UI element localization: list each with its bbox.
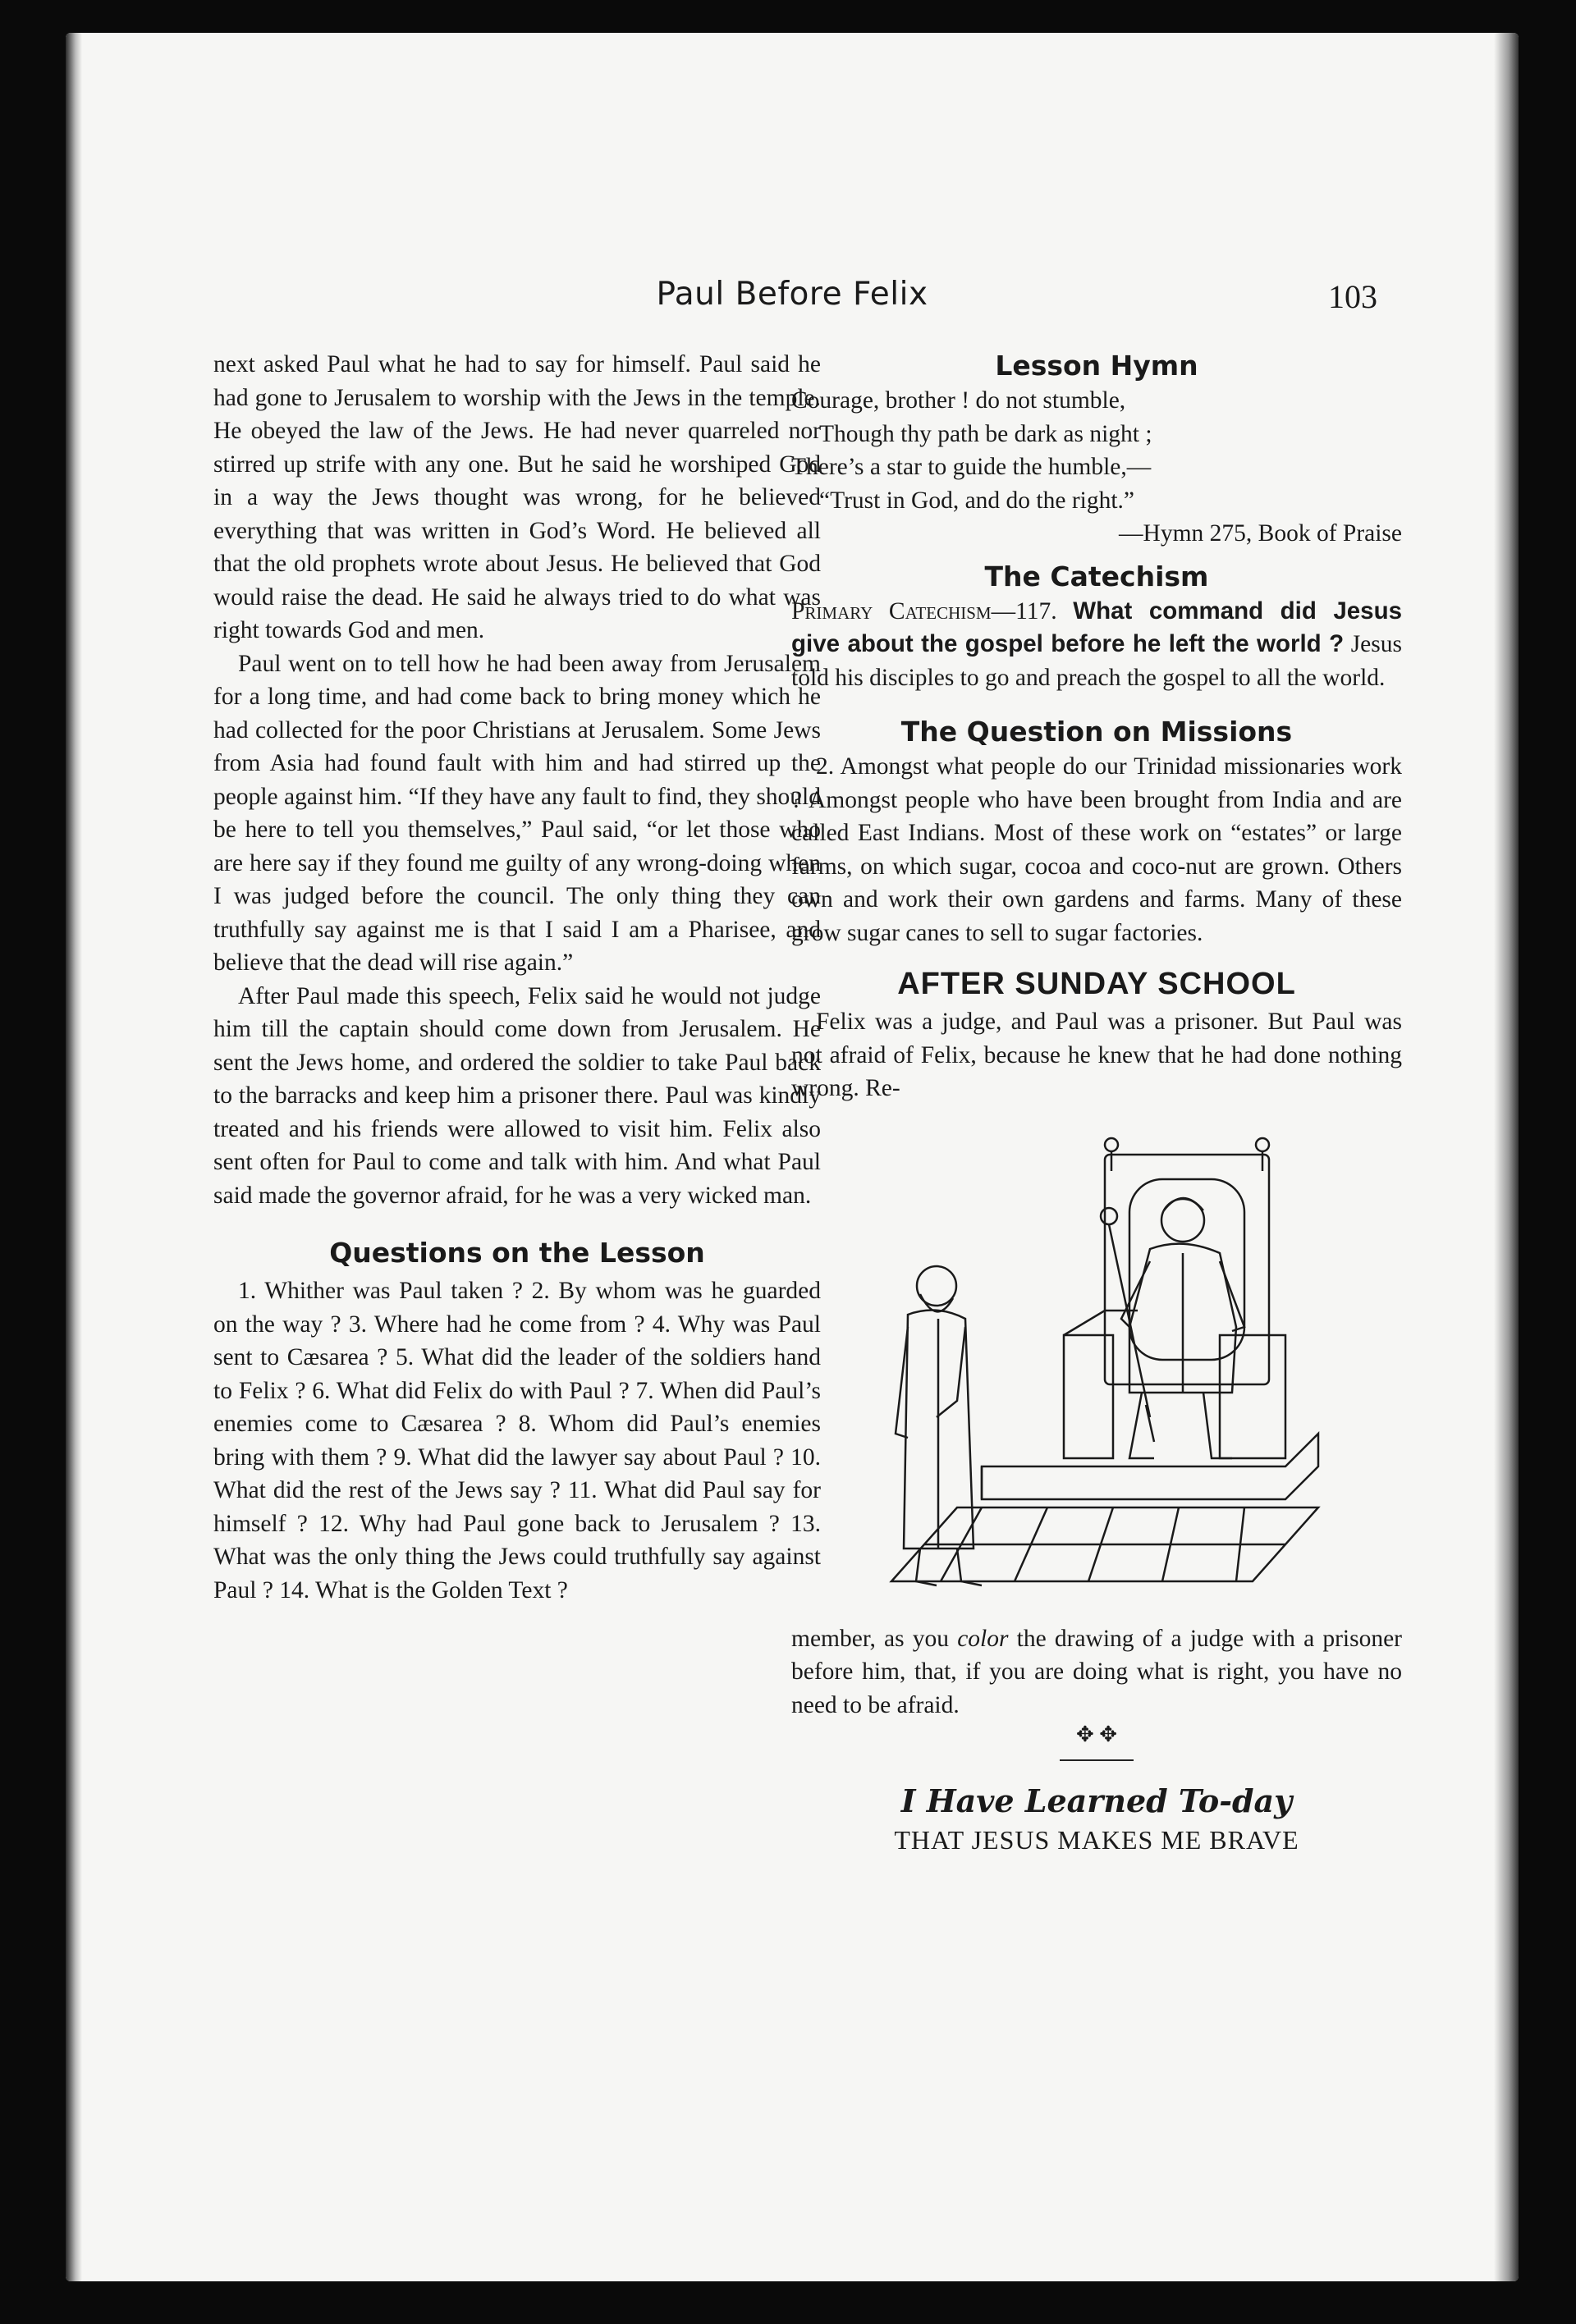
- catechism-text: [791, 595, 1402, 695]
- after-school-heading: AFTER SUNDAY SCHOOL: [897, 967, 1296, 1001]
- running-head: Paul Before Felix: [656, 276, 928, 313]
- catechism-question: What command did Jesus give about the gospel before he left the world ?: [791, 597, 1402, 657]
- catechism-label: Primary Catechism—117.: [791, 597, 1057, 624]
- after-school-text-1: Felix was a judge, and Paul was a prisoner. But Paul was not afraid of Felix, because he knew that he had done nothing wrong. Re-: [791, 1009, 1402, 1101]
- page-number: 103: [1328, 278, 1377, 315]
- page-left-edge: [66, 33, 82, 2281]
- divider-rule: [1060, 1759, 1134, 1761]
- catechism-heading: The Catechism: [984, 560, 1209, 592]
- after-school-text-2: [791, 1622, 1402, 1722]
- paragraph-3: After Paul made this speech, Felix said he would not judge him till the captain should come down from Jerusalem. He sent the Jews home, and ordered the soldier to take Paul back to the barracks and keep him a prisoner there. Paul was kindly treated and his friends were allowed to visit him. Felix also sent often for Paul to come and talk with him. And what Paul said made the governor afraid, for he was a very wicked man.: [213, 982, 821, 1209]
- hymn-verse: [791, 384, 1402, 551]
- hymn-line: “Trust in God, and do the right.”: [819, 487, 1135, 514]
- page-right-edge: [1494, 33, 1519, 2281]
- learned-text: THAT JESUS MAKES ME BRAVE: [894, 1825, 1299, 1855]
- missions-text: 2. Amongst what people do our Trinidad missionaries work ? Amongst people who have been brought from India and are called East Indians. Most of these work on “estates” or large farms, on which sugar, cocoa and coco-nut are grown. Others own and work their own gardens and farms. Many of these grow sugar canes to sell to sugar factories.: [791, 753, 1402, 946]
- hymn-heading: Lesson Hymn: [995, 350, 1198, 382]
- paragraph-1: next asked Paul what he had to say for himself. Paul said he had gone to Jerusalem to worship with the Jews in the temple. He obeyed the law of the Jews. He had never quarreled nor stirred up strife with any one. But he said he worshiped God in a way the Jews thought was wrong, for he believed everything that was written in God’s Word. He believed all that the old prophets wrote about Jesus. He believed that God would raise the dead. He said he always tried to do what was right towards God and men.: [213, 351, 821, 643]
- questions-text: 1. Whither was Paul taken ? 2. By whom was he guarded on the way ? 3. Where had he come from ? 4. Why was Paul sent to Cæsarea ? 5. What did the leader of the soldiers hand to Felix ? 6. What did Felix do with Paul ? 7. When did Paul’s enemies come to Cæsarea ? 8. Whom did Paul’s enemies bring with them ? 9. What did the lawyer say about Paul ? 10. What did the rest of the Jews say ? 11. What did Paul say for himself ? 12. Why had Paul gone back to Jerusalem ? 13. What was the only thing the Jews could truthfully say against Paul ? 14. What is the Golden Text ?: [213, 1278, 821, 1603]
- paragraph-2: Paul went on to tell how he had been away from Jerusalem for a long time, and had come back to bring money which he had collected for the poor Christians at Jerusalem. Some Jews from Asia had found fault with him and had stirred up the people against him. “If they have any fault to find, they should be here to tell you themselves,” Paul said, “or let those who are here say if they found me guilty of any wrong-doing when I was judged before the council. The only thing they can truthfully say against me is that I said I am a Pharisee, and believe that the dead will rise again.”: [213, 650, 821, 976]
- after-text-prefix: member, as you: [791, 1625, 958, 1652]
- hymn-line: Courage, brother ! do not stumble,: [791, 387, 1126, 414]
- right-column: [791, 348, 1402, 1858]
- after-text-suffix: the drawing of a judge with a prisoner before him, that, if you are doing what is right, you have no need to be afraid.: [791, 1625, 1403, 1718]
- hymn-line: There’s a star to guide the humble,—: [791, 454, 1152, 480]
- missions-heading: The Question on Missions: [900, 716, 1293, 748]
- after-text-emphasis: color: [957, 1625, 1009, 1652]
- hymn-attribution: —Hymn 275, Book of Praise: [1119, 520, 1402, 547]
- ornament-icon: ✥ ✥: [1075, 1722, 1118, 1746]
- learned-heading: I Have Learned To-day: [900, 1782, 1293, 1819]
- judge-and-prisoner-drawing: [859, 1122, 1335, 1614]
- book-page: [66, 33, 1519, 2281]
- catechism-answer: Jesus told his disciples to go and preach the gospel to all the world.: [791, 631, 1402, 691]
- hymn-line: Though thy path be dark as night ;: [819, 420, 1152, 447]
- left-column: [213, 348, 821, 1607]
- questions-heading: Questions on the Lesson: [329, 1237, 705, 1269]
